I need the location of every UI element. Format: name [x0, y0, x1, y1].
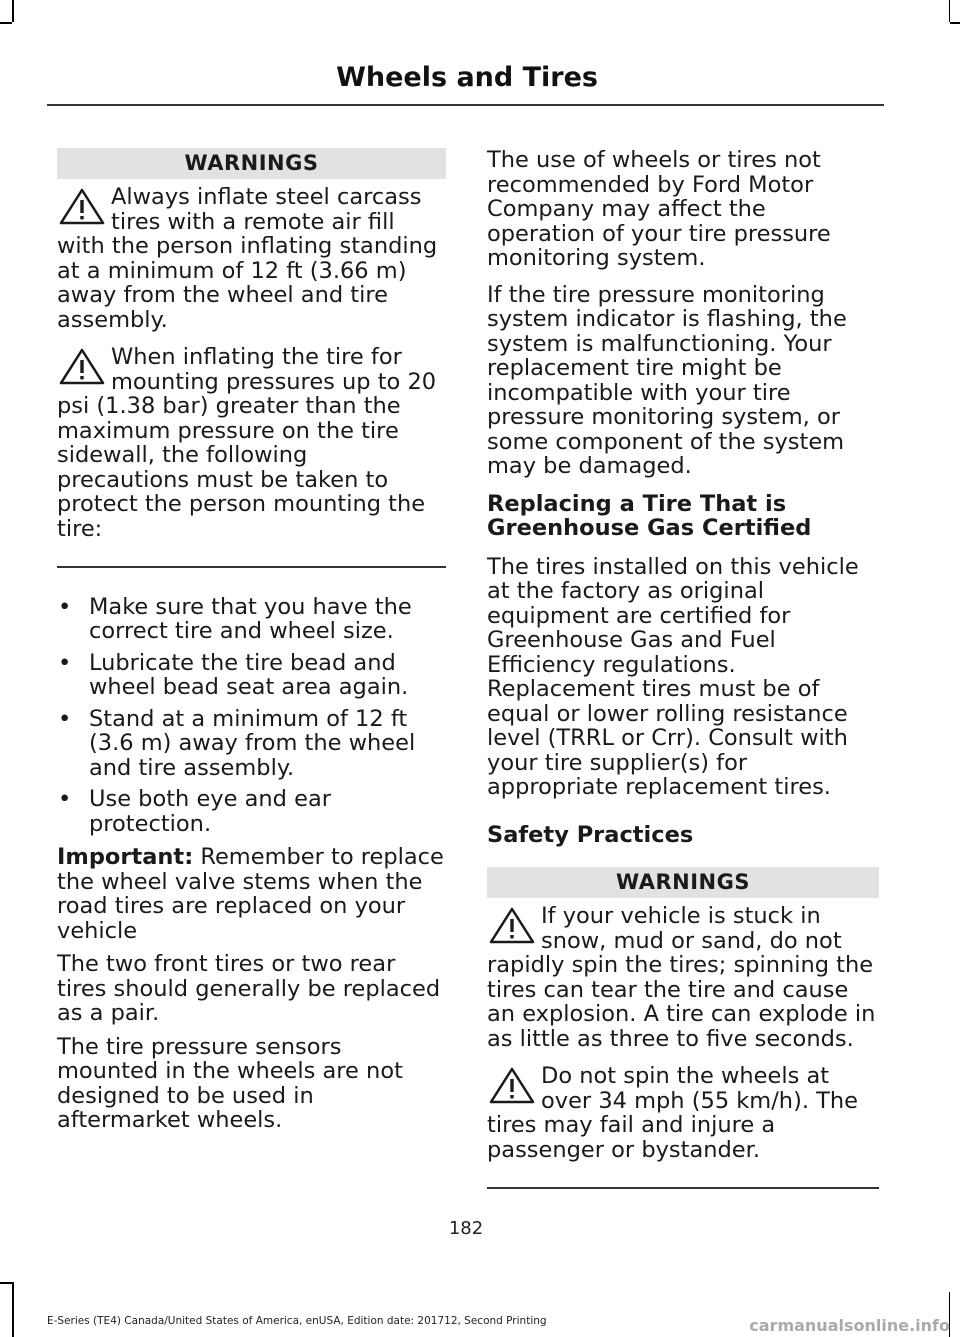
- crop-mark: [0, 22, 12, 24]
- body-paragraph: The two front tires or two rear tires should generally be replaced as a pair.: [57, 951, 441, 1026]
- bullet-icon: •: [58, 649, 72, 676]
- bullet-icon: •: [58, 705, 72, 732]
- important-text: Remember to replace the wheel valve stems when the road tires are replaced on your vehicle: [57, 844, 444, 944]
- body-paragraph: The tire pressure sensors mounted in the wheels are not designed to be used in aftermarket wheels.: [57, 1033, 403, 1133]
- warning-end-rule: [57, 566, 446, 568]
- warning-triangle-icon: [57, 347, 107, 387]
- crop-mark: [12, 1282, 14, 1337]
- warning-text: Do not spin the wheels at over 34 mph (55 km/h). The tires may fail and injure a passenger or bystander.: [487, 1063, 858, 1163]
- important-label: Important:: [57, 844, 194, 870]
- list-item: • Lubricate the tire bead and wheel bead seat area again.: [58, 649, 409, 700]
- warning-triangle-icon: [487, 906, 537, 946]
- warning-end-rule: [487, 1187, 879, 1189]
- list-item: • Stand at a minimum of 12 ft (3.6 m) away from the wheel and tire assembly.: [58, 705, 416, 781]
- crop-mark: [12, 0, 14, 22]
- bullet-icon: •: [58, 786, 72, 812]
- page-title: Wheels and Tires: [336, 62, 598, 93]
- left-column: [57, 148, 446, 1133]
- section-heading: Safety Practices: [487, 821, 694, 848]
- footer-edition-info: E-Series (TE4) Canada/United States of America, enUSA, Edition date: 201712, Second Printing: [47, 1315, 547, 1327]
- warning-paragraph: [487, 904, 879, 1051]
- header-divider: [47, 104, 884, 106]
- warning-triangle-icon: [487, 1066, 537, 1106]
- section-heading: Replacing a Tire That is Greenhouse Gas Certified: [487, 490, 812, 541]
- warning-text: Always inflate steel carcass tires with a remote air fill with the person inflating standing at a minimum of 12 ft (3.66 m) away from the wheel and tire assembly.: [57, 184, 438, 333]
- page-number: 182: [448, 1218, 484, 1239]
- body-paragraph: If the tire pressure monitoring system indicator is flashing, the system is malfunctioning. Your replacement tire might be incompatible with your tire pressure monitoring system, or some component of the system may be damaged.: [487, 281, 847, 479]
- important-note: [57, 845, 446, 943]
- warning-paragraph: [57, 345, 446, 541]
- list-item: • Use both eye and ear protection.: [58, 786, 331, 837]
- warning-text: If your vehicle is stuck in snow, mud or sand, do not rapidly spin the tires; spinning the tires can tear the tire and cause an explosion. A tire can explode in as little as three to five seconds.: [487, 903, 876, 1052]
- watermark: carmanualsonline.info: [749, 1316, 950, 1335]
- crop-mark: [0, 1282, 12, 1284]
- right-column: [487, 148, 879, 1189]
- warning-triangle-icon: [57, 187, 107, 227]
- warning-paragraph: [57, 185, 446, 332]
- bullet-icon: •: [58, 593, 72, 620]
- warnings-heading: WARNINGS: [487, 867, 879, 898]
- warning-text: When inflating the tire for mounting pressures up to 20 psi (1.38 bar) greater than the maximum pressure on the tire sidewall, the following precautions must be taken to protect the person mounting the tire:: [57, 344, 437, 542]
- warning-paragraph: [487, 1064, 879, 1162]
- crop-mark: [950, 22, 960, 24]
- body-paragraph: The tires installed on this vehicle at the factory as original equipment are certified for Greenhouse Gas and Fuel Efficiency regulations. Replacement tires must be of equal or lower rolling resistance level (TRRL or Crr). Consult with your tire supplier(s) for appropriate replacement tires.: [487, 553, 859, 800]
- body-paragraph: The use of wheels or tires not recommended by Ford Motor Company may affect the operation of your tire pressure monitoring system.: [487, 147, 831, 271]
- list-item: • Make sure that you have the correct tire and wheel size.: [58, 593, 412, 644]
- precautions-list: [57, 595, 446, 837]
- warnings-heading: WARNINGS: [57, 148, 446, 179]
- crop-mark: [949, 0, 951, 22]
